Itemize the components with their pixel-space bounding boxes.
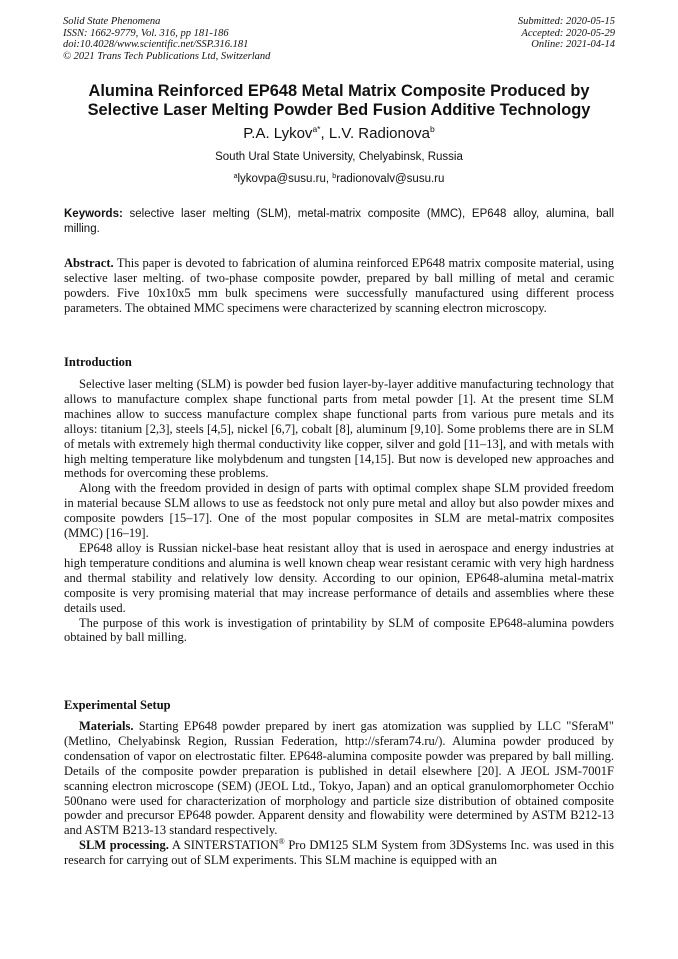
submitted-date: Submitted: 2020-05-15 <box>517 16 615 27</box>
body-paragraph: EP648 alloy is Russian nickel-base heat resistant alloy that is used in aerospace and energy industries at high temperature conditions and alumina is well known cheap wear resistant ceramic with very high hardness and thermal stability and relatively low density. According to our opinion, EP648-alumina metal-matrix composite is very promising material that may increase performance of details and assemblies where these details used. <box>64 540 614 615</box>
online-date: Online: 2021-04-14 <box>531 39 615 51</box>
issn-line: ISSN: 1662-9779, Vol. 316, pp 181-186 <box>63 27 229 39</box>
author-list <box>40 125 638 142</box>
paper-title <box>40 82 638 119</box>
email-address[interactable]: lykovpa@susu.ru <box>237 173 326 185</box>
body-paragraph: Along with the freedom provided in design of parts with optimal complex shape SLM provided freedom in material because SLM allows to use as feedstock not only pure metal and alloy but also powder mixes and composite powders [15–17]. One of the most popular composites in SLM are metal-matrix composites (MMC) [16–19]. <box>64 481 614 541</box>
author-superscript: a* <box>312 124 321 134</box>
journal-info <box>63 16 270 62</box>
email-separator: , <box>325 173 333 185</box>
title-line-2: Selective Laser Melting Powder Bed Fusion Additive Technology <box>87 100 591 119</box>
slm-processing-label: SLM processing. <box>79 838 169 853</box>
abstract-text: This paper is devoted to fabrication of alumina reinforced EP648 matrix composite material, using selective laser melting. of two-phase composite powder, prepared by ball milling of metal and ceramic powders. Five 10x10x5 mm bulk specimens were successfully manufactured using different process parameters. The obtained MMC specimens were characterized by scanning electron microscopy. <box>64 256 614 315</box>
author-name: P.A. Lykov <box>243 125 313 142</box>
title-line-1: Alumina Reinforced EP648 Metal Matrix Composite Produced by <box>88 82 590 100</box>
accepted-date: Accepted: 2020-05-29 <box>521 27 615 39</box>
copyright-line: © 2021 Trans Tech Publications Ltd, Switzerland <box>63 50 271 62</box>
materials-text: Starting EP648 powder prepared by inert gas atomization was supplied by LLC "SferaM" (Metlino, Chelyabinsk Region, Russian Federation, http://sferam74.ru/). Alumina powder produced by condensation of vapor on electrostatic filter. EP648-alumina composite powder was prepared by ball milling. Details of the composite powder preparation is published in detail elsewhere [20]. A JEOL JSM-7001F scanning electron microscope (SEM) (JEOL Ltd., Tokyo, Japan) and an optical granulomorphometer Occhio 500nano were used for characterization of morphology and particle size distribution of obtained composite powder and precursor EP648 powder. Apparent density and flowability were determined by ASTM B212-13 and ASTM B213-13 standard respectively. <box>64 719 614 838</box>
section-heading-experimental-setup: Experimental Setup <box>64 698 171 712</box>
author-emails <box>40 172 638 186</box>
abstract-label: Abstract. <box>64 256 114 270</box>
email-superscript: a <box>233 173 238 180</box>
materials-label: Materials. <box>79 719 134 733</box>
body-paragraph: Selective laser melting (SLM) is powder bed fusion layer-by-layer additive manufacturing technology that allows to manufacture complex shape functional parts from metal powder [1]. At the present time SLM machines allow to success manufacture complex shape functional parts from various pure metals and its alloys: titanium [2,3], steels [4,5], nickel [6,7], cobalt [8], aluminum [9,10]. Some problems there are in SLM of metals with extremely high thermal conductivity like copper, silver and gold [11–13], and with metals with high melting temperature like molybdenum and tungsten [14,15]. But now is developed new approaches and methods for overcoming these problems. <box>64 377 614 481</box>
email-superscript: b <box>332 173 337 180</box>
author-name: L.V. Radionova <box>328 125 431 142</box>
experimental-body <box>64 719 614 868</box>
materials-paragraph <box>64 719 614 838</box>
registered-mark: ® <box>278 837 285 847</box>
doi-line: doi:10.4028/www.scientific.net/SSP.316.181 <box>63 39 249 51</box>
slm-processing-text: A SINTERSTATION <box>168 838 279 853</box>
publication-dates <box>518 16 615 51</box>
section-heading-introduction: Introduction <box>64 355 132 369</box>
journal-name: Solid State Phenomena <box>63 16 161 27</box>
slm-processing-text-continued: Pro DM125 SLM System from 3DSystems Inc. was used in this research for carrying out of SLM experiments. This SLM machine is equipped with an <box>64 838 614 868</box>
affiliation: South Ural State University, Chelyabinsk, Russia <box>215 151 463 163</box>
author-separator: , <box>320 125 329 142</box>
slm-processing-paragraph <box>64 838 614 868</box>
email-address[interactable]: radionovalv@susu.ru <box>336 173 445 185</box>
keywords-text: selective laser melting (SLM), metal-matrix composite (MMC), EP648 alloy, alumina, ball milling. <box>64 208 614 235</box>
body-paragraph: The purpose of this work is investigation of printability by SLM of composite EP648-alumina powders obtained by ball milling. <box>64 615 614 645</box>
abstract-paragraph <box>64 256 614 316</box>
keywords-paragraph <box>64 207 614 236</box>
author-superscript: b <box>430 124 435 134</box>
keywords-label: Keywords: <box>64 208 123 220</box>
introduction-body <box>64 377 614 645</box>
